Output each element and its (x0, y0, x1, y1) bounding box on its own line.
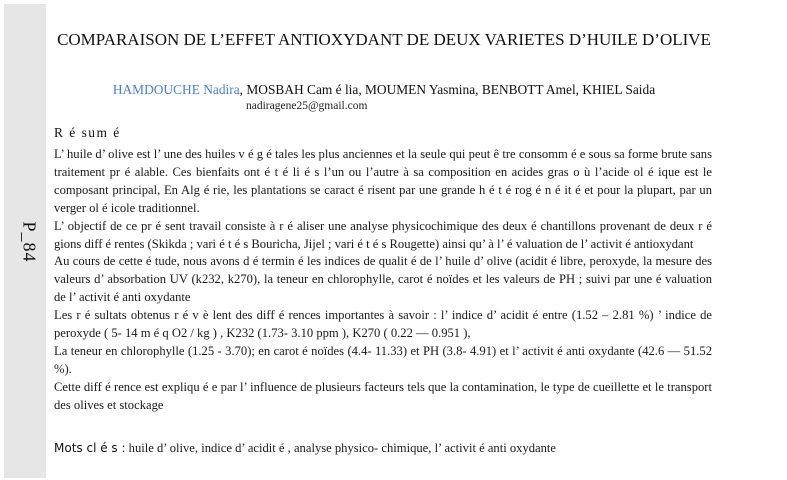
abstract-paragraph: L’ huile d’ olive est l’ une des huiles v é g é tales les plus anciennes et la seule qui peut ê tre consomm é e sous sa forme brute sans traitement pr é alable. Ces bienfaits ont é t é li é s l’un ou l’autre à sa composition en acides gras o ù l’acide ol é ique est le composant principal, En Alg é rie, les plantations se caract é risent par une grande h é t é rog é n é it é et pour la plupart, par un verger ol é icole traditionnel. (54, 147, 712, 215)
author-list (54, 82, 714, 98)
abstract-paragraph: L’ objectif de ce pr é sent travail consiste à r é aliser une analyse physicochimique des deux é chantillons provenant de deux r é gions diff é rentes (Skikda ; vari é t é s Bouricha, Jijel ; vari é t é s Rougette) ainsi qu’ à l’ é valuation de l’ activit é antioxydant (54, 218, 712, 251)
keywords-label: Mots cl é s : (54, 441, 126, 455)
abstract-heading: R é sum é (54, 125, 121, 140)
abstract-body (54, 146, 712, 415)
abstract-paragraph: La teneur en chlorophylle (1.25 - 3.70); en carot é noïdes (4.4- 11.33) et PH (3.8- 4.91) et l’ activit é anti oxydante (42.6 — 51.52 %). (54, 343, 712, 376)
page-sidebar (4, 4, 46, 478)
keywords-text: huile d’ olive, indice d’ acidit é , analyse physico- chimique, l’ activit é anti oxydante (125, 441, 557, 455)
author-email: nadiragene25@gmail.com (246, 100, 368, 112)
abstract-paragraph: Au cours de cette é tude, nous avons d é termin é les indices de qualit é de l’ huile d’ olive (acidit é libre, peroxyde, la mesure des valeurs d’ absorbation UV (k232, k270), la teneur en chlorophylle, carot é noïdes et les valeurs de PH ; suivi par une é valuation de l’ activit é anti oxydante (54, 254, 712, 305)
abstract-paragraph: Cette diff é rence est expliqu é e par l’ influence de plusieurs facteurs tels que la contamination, le type de cueillette et le transport des olives et stockage (54, 379, 712, 412)
abstract-paragraph: Les r é sultats obtenus r é v è lent des diff é rences importantes à savoir : l’ indice d’ acidit é entre (1.52 – 2.81 %) ’ indice de peroxyde ( 5- 14 m é q O2 / kg ) , K232 (1.73- 3.10 ppm ), K270 ( 0.22 — 0.951 ), (54, 308, 712, 341)
co-authors: , MOSBAH Cam é lia, MOUMEN Yasmina, BENBOTT Amel, KHIEL Saida (239, 82, 656, 97)
page-number-label: P_84 (19, 221, 40, 263)
corresponding-author: HAMDOUCHE Nadira (112, 82, 240, 97)
paper-title: COMPARAISON DE L’EFFET ANTIOXYDANT DE DEUX VARIETES D’HUILE D’OLIVE (57, 30, 711, 49)
keywords-line (54, 441, 712, 456)
